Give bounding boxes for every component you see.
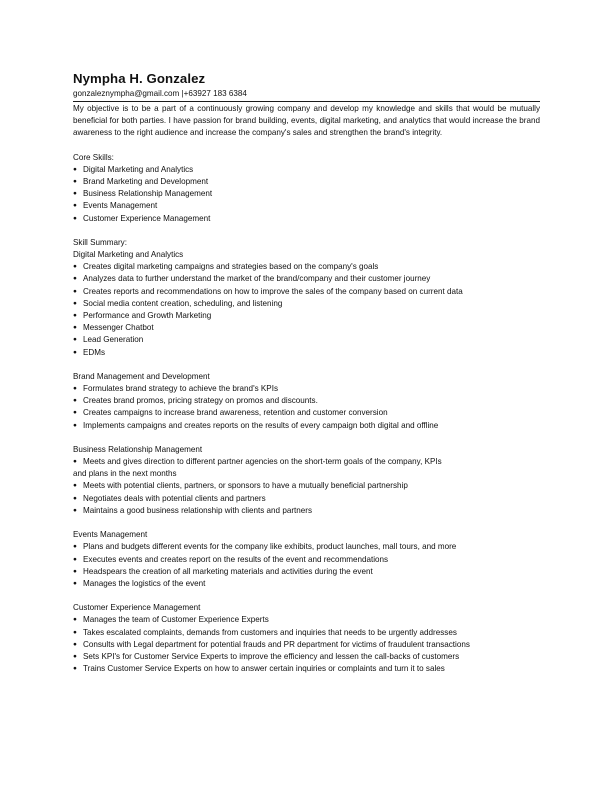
list-item: ● Meets and gives direction to different partner agencies on the short-term goals of the company, KPIs — [73, 456, 540, 468]
list-item: ● EDMs — [73, 347, 540, 359]
list-item: ● Plans and budgets different events for the company like exhibits, product launches, mall tours, and more — [73, 541, 540, 553]
list-item: ● Creates reports and recommendations on how to improve the sales of the company based on current data — [73, 286, 540, 298]
candidate-name: Nympha H. Gonzalez — [73, 71, 206, 86]
list-item: ● Brand Marketing and Development — [73, 176, 540, 188]
list-item: ● Takes escalated complaints, demands from customers and inquiries that needs to be urgently addresses — [73, 627, 540, 639]
section-title-digital-marketing: Digital Marketing and Analytics — [73, 250, 184, 260]
list-item: ● Customer Experience Management — [73, 213, 540, 225]
list-item: ● Sets KPI's for Customer Service Experts to improve the efficiency and lessen the call-backs of customers — [73, 651, 540, 663]
list-item-continuation: and plans in the next months — [73, 469, 177, 479]
contact-line: gonzaleznympha@gmail.com |+63927 183 6384 — [73, 89, 247, 98]
header-divider — [73, 101, 540, 102]
section-title-brand-management: Brand Management and Development — [73, 371, 210, 381]
list-item: ● Maintains a good business relationship with clients and partners — [73, 505, 540, 517]
list-item: ● Implements campaigns and creates reports on the results of every campaign both digital and offline — [73, 420, 540, 432]
list-item: ● Formulates brand strategy to achieve the brand's KPIs — [73, 383, 540, 395]
list-item: ● Creates campaigns to increase brand awareness, retention and customer conversion — [73, 407, 540, 419]
core-skills-list — [73, 164, 540, 225]
list-item: ● Performance and Growth Marketing — [73, 310, 540, 322]
section-title-customer-experience: Customer Experience Management — [73, 603, 201, 613]
brand-management-list — [73, 383, 540, 432]
list-item: ● Creates brand promos, pricing strategy on promos and discounts. — [73, 395, 540, 407]
list-item: ● Manages the logistics of the event — [73, 578, 540, 590]
list-item: ● Manages the team of Customer Experience Experts — [73, 614, 540, 626]
list-item: ● Headspears the creation of all marketing materials and activities during the event — [73, 566, 540, 578]
business-relationship-list-rest — [73, 480, 540, 517]
list-item: ● Creates digital marketing campaigns and strategies based on the company's goals — [73, 261, 540, 273]
digital-marketing-list — [73, 261, 540, 359]
list-item: ● Meets with potential clients, partners, or sponsors to have a mutually beneficial partnership — [73, 480, 540, 492]
skill-summary-title: Skill Summary: — [73, 237, 127, 247]
section-title-business-relationship: Business Relationship Management — [73, 444, 203, 454]
section-title-events-management: Events Management — [73, 530, 148, 540]
events-management-list — [73, 541, 540, 590]
list-item: ● Executes events and creates report on the results of the event and recommendations — [73, 554, 540, 566]
list-item: ● Events Management — [73, 200, 540, 212]
list-item: ● Social media content creation, scheduling, and listening — [73, 298, 540, 310]
objective-paragraph: My objective is to be a part of a continuously growing company and develop my knowledge and skills that would be mutually beneficial for both parties. I have passion for brand building, events, digital marketing, and analytics that would increase the brand awareness to the right audience and increase the company's sales and strengthen the brand's integrity. — [73, 104, 540, 138]
list-item: ● Digital Marketing and Analytics — [73, 164, 540, 176]
core-skills-title: Core Skills: — [73, 152, 114, 162]
list-item: ● Trains Customer Service Experts on how to answer certain inquiries or complaints and turn it to sales — [73, 663, 540, 675]
list-item: ● Consults with Legal department for potential frauds and PR department for victims of fraudulent transactions — [73, 639, 540, 651]
list-item: ● Lead Generation — [73, 334, 540, 346]
business-relationship-list — [73, 456, 540, 468]
list-item: ● Messenger Chatbot — [73, 322, 540, 334]
list-item: ● Negotiates deals with potential clients and partners — [73, 493, 540, 505]
customer-experience-list — [73, 614, 540, 675]
list-item: ● Analyzes data to further understand the market of the brand/company and their customer journey — [73, 273, 540, 285]
list-item: ● Business Relationship Management — [73, 188, 540, 200]
